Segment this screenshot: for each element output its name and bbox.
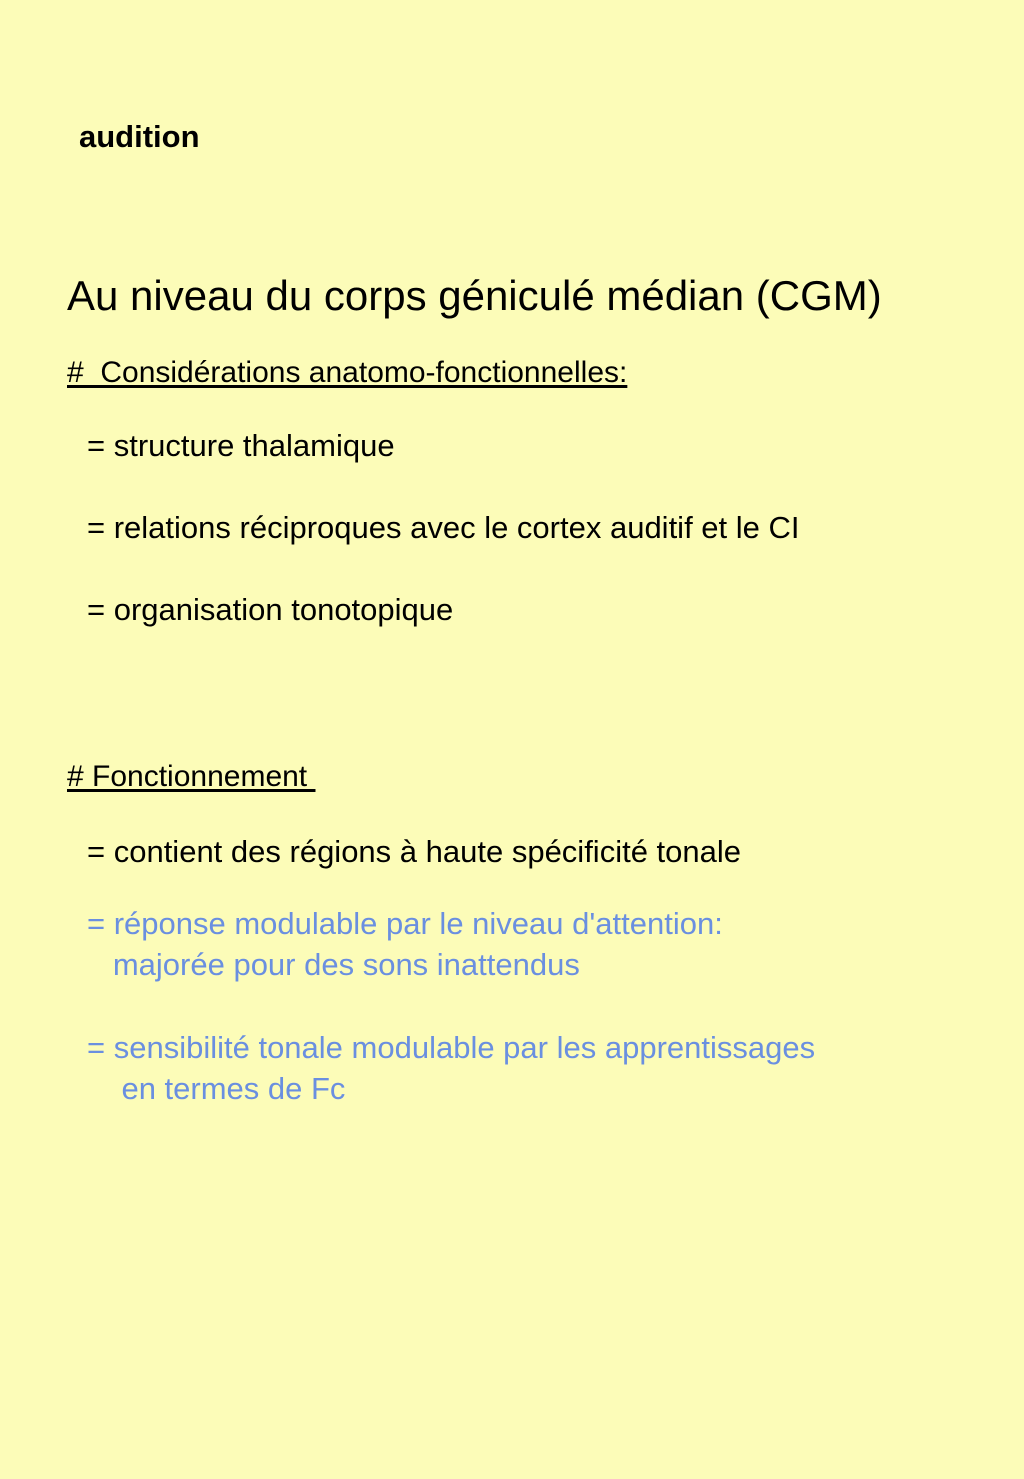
section-heading-considerations: # Considérations anatomo-fonctionnelles: <box>67 356 628 389</box>
bullet-structure: = structure thalamique <box>87 428 395 463</box>
bullet-attention: = réponse modulable par le niveau d'attention: majorée pour des sons inattendus <box>87 906 723 982</box>
bullet-sensibilite: = sensibilité tonale modulable par les apprentissages en termes de Fc <box>87 1030 816 1106</box>
slide-tag: audition <box>79 119 200 154</box>
bullet-organisation: = organisation tonotopique <box>87 592 454 627</box>
slide-title: Au niveau du corps géniculé médian (CGM) <box>67 272 882 319</box>
bullet-relations: = relations réciproques avec le cortex auditif et le CI <box>87 510 800 545</box>
section-heading-fonctionnement: # Fonctionnement <box>67 760 316 793</box>
bullet-regions: = contient des régions à haute spécificité tonale <box>87 834 742 869</box>
